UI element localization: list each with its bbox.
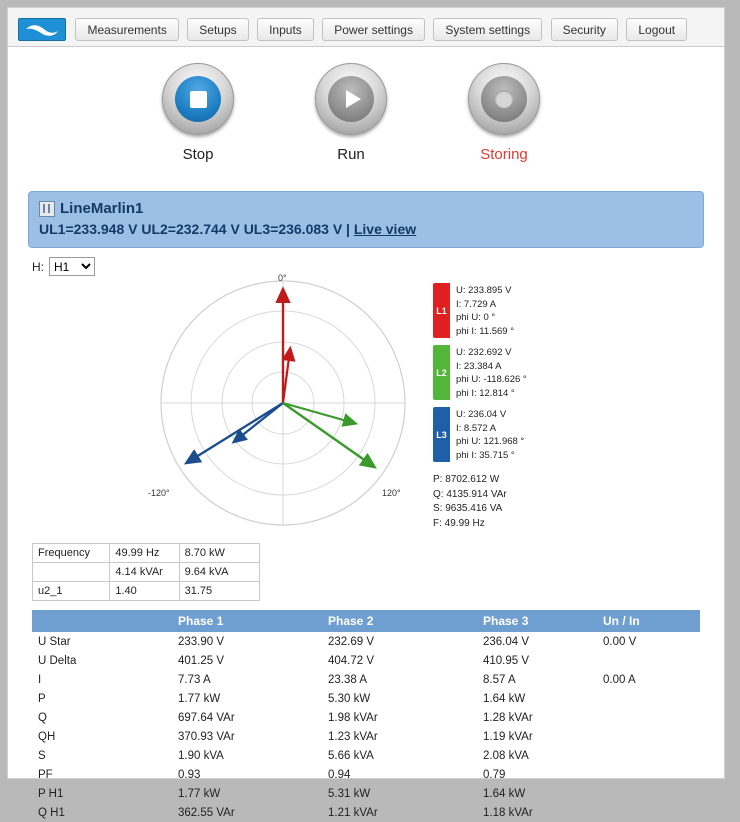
summary-label-u2-1: u2_1 — [33, 582, 110, 601]
axis-label-120deg: 120° — [382, 488, 401, 498]
cell-phase1: 401.25 V — [178, 654, 225, 667]
summary-apparent-value: 9.64 kVA — [179, 563, 259, 582]
cell-neutral — [597, 727, 700, 746]
cell-phase1: 1.77 kW — [178, 787, 221, 800]
legend-l1-i: I: 7.729 A — [456, 298, 497, 310]
legend-item-l3 — [433, 407, 633, 462]
row-label: S — [38, 749, 46, 762]
legend-item-l2 — [433, 345, 633, 400]
cell-neutral — [597, 765, 700, 784]
nav-item-security[interactable]: Security — [551, 18, 618, 41]
legend-l1-phii: phi I: 11.569 ° — [456, 325, 515, 337]
cell-phase2: 1.23 kVAr — [328, 730, 378, 743]
row-label: U Delta — [38, 654, 77, 667]
row-label: QH — [38, 730, 56, 743]
cell-phase2: 5.30 kW — [328, 692, 371, 705]
cell-phase2: 1.98 kVAr — [328, 711, 378, 724]
table-row — [32, 803, 700, 822]
cell-phase1: 697.64 VAr — [178, 711, 235, 724]
stop-button[interactable] — [123, 63, 273, 163]
total-f: F: 49.99 Hz — [433, 517, 485, 529]
row-label: P H1 — [38, 787, 64, 800]
cell-phase1: 0.93 — [178, 768, 201, 781]
run-knob[interactable] — [315, 63, 387, 135]
cell-phase1: 362.55 VAr — [178, 806, 235, 819]
power-totals — [433, 473, 507, 531]
cell-phase2: 404.72 V — [328, 654, 375, 667]
legend-values-l1 — [450, 283, 514, 338]
nav-item-logout[interactable]: Logout — [626, 18, 687, 41]
nav-item-inputs[interactable]: Inputs — [257, 18, 314, 41]
cell-phase3: 2.08 kVA — [483, 749, 529, 762]
legend-values-l2 — [450, 345, 527, 400]
run-label: Run — [337, 146, 365, 163]
nav-item-setups[interactable]: Setups — [187, 18, 248, 41]
table-row — [32, 765, 700, 784]
application-window — [7, 7, 725, 819]
stop-knob[interactable] — [162, 63, 234, 135]
nav-item-system-settings[interactable]: System settings — [433, 18, 542, 41]
legend-tag-l1: L1 — [433, 283, 450, 338]
table-row — [32, 727, 700, 746]
main-navigation — [8, 8, 724, 47]
row-label: Q H1 — [38, 806, 65, 819]
cell-phase2: 1.21 kVAr — [328, 806, 378, 819]
table-row — [32, 746, 700, 765]
cell-neutral — [597, 651, 700, 670]
cell-phase2: 0.94 — [328, 768, 351, 781]
table-row — [33, 563, 260, 582]
legend-item-l1 — [433, 283, 633, 338]
table-row — [32, 651, 700, 670]
device-banner — [28, 191, 704, 248]
play-triangle-icon — [328, 76, 374, 122]
run-button[interactable] — [276, 63, 426, 163]
legend-l3-u: U: 236.04 V — [456, 409, 507, 420]
cell-neutral: 0.00 A — [603, 673, 636, 686]
record-circle-icon — [481, 76, 527, 122]
total-p: P: 8702.612 W — [433, 474, 500, 485]
stop-square-icon — [175, 76, 221, 122]
total-s: S: 9635.416 VA — [433, 503, 503, 514]
cell-phase3: 410.95 V — [483, 654, 530, 667]
phasor-diagram-area — [8, 273, 724, 543]
bird-logo-icon[interactable] — [18, 18, 66, 41]
harmonic-select[interactable] — [49, 257, 95, 276]
summary-u2-1-second-value: 31.75 — [179, 582, 259, 601]
table-row — [32, 670, 700, 689]
cell-neutral — [597, 708, 700, 727]
storing-knob[interactable] — [468, 63, 540, 135]
col-header-quantity — [32, 610, 172, 632]
cell-neutral: 0.00 V — [603, 635, 637, 648]
col-header-phase3: Phase 3 — [477, 610, 597, 632]
harmonic-label: H: — [32, 259, 44, 274]
device-voltages: UL1=233.948 V UL2=232.744 V UL3=236.083 V | — [39, 221, 354, 237]
table-row — [32, 689, 700, 708]
row-label: P — [38, 692, 46, 705]
total-q: Q: 4135.914 VAr — [433, 488, 507, 500]
row-label: Q — [38, 711, 47, 724]
cell-phase3: 1.64 kW — [483, 692, 526, 705]
summary-table — [32, 543, 260, 601]
cell-phase3: 1.19 kVAr — [483, 730, 533, 743]
cell-phase1: 370.93 VAr — [178, 730, 235, 743]
legend-l3-i: I: 8.572 A — [456, 422, 497, 434]
col-header-phase2: Phase 2 — [322, 610, 477, 632]
legend-l2-i: I: 23.384 A — [456, 360, 502, 372]
legend-l2-phii: phi I: 12.814 ° — [456, 387, 515, 399]
table-row — [32, 708, 700, 727]
cell-neutral — [597, 689, 700, 708]
axis-label-minus120deg: -120° — [148, 488, 170, 498]
cell-phase3: 1.18 kVAr — [483, 806, 533, 819]
legend-l2-phiu: phi U: -118.626 ° — [456, 374, 527, 385]
col-header-phase1: Phase 1 — [172, 610, 322, 632]
cell-phase3: 8.57 A — [483, 673, 516, 686]
cell-neutral — [597, 746, 700, 765]
cell-neutral — [597, 803, 700, 822]
cell-phase1: 1.77 kW — [178, 692, 221, 705]
device-name: LineMarlin1 — [60, 200, 144, 217]
legend-l1-phiu: phi U: 0 ° — [456, 312, 496, 323]
summary-label-blank — [33, 563, 110, 582]
cell-phase3: 236.04 V — [483, 635, 530, 648]
device-banner-title-row — [39, 200, 693, 217]
summary-reactive-value: 4.14 kVAr — [110, 563, 179, 582]
cell-phase1: 233.90 V — [178, 635, 225, 648]
table-row — [32, 632, 700, 651]
table-row — [33, 544, 260, 563]
harmonic-selector-row — [32, 257, 724, 276]
cell-phase2: 23.38 A — [328, 673, 368, 686]
stop-label: Stop — [182, 146, 214, 163]
cell-neutral — [597, 784, 700, 803]
summary-u2-1-value: 1.40 — [110, 582, 179, 601]
nav-item-measurements[interactable]: Measurements — [75, 18, 178, 41]
cell-phase2: 232.69 V — [328, 635, 375, 648]
phasor-diagram — [158, 278, 408, 528]
measurements-table — [32, 610, 700, 822]
summary-frequency-value: 49.99 Hz — [110, 544, 179, 563]
cell-phase1: 7.73 A — [178, 673, 211, 686]
device-voltages-row — [39, 221, 693, 237]
row-label: I — [38, 673, 42, 686]
table-row — [32, 784, 700, 803]
storing-button[interactable] — [429, 63, 579, 163]
legend-l3-phii: phi I: 35.715 ° — [456, 449, 515, 461]
live-view-link[interactable]: Live view — [353, 221, 417, 237]
cell-phase2: 5.31 kW — [328, 787, 371, 800]
summary-label-frequency: Frequency — [33, 544, 110, 563]
legend-l3-phiu: phi U: 121.968 ° — [456, 436, 525, 447]
storing-label: Storing — [480, 146, 528, 163]
axis-label-0deg: 0° — [278, 273, 287, 283]
cell-phase3: 1.64 kW — [483, 787, 526, 800]
device-icon — [39, 201, 55, 217]
row-label: U Star — [38, 635, 71, 648]
summary-power-value: 8.70 kW — [179, 544, 259, 563]
cell-phase1: 1.90 kVA — [178, 749, 224, 762]
row-label: PF — [38, 768, 53, 781]
nav-item-power-settings[interactable]: Power settings — [322, 18, 425, 41]
table-header-row — [32, 610, 700, 632]
legend-values-l3 — [450, 407, 524, 462]
col-header-neutral: Un / In — [597, 610, 700, 632]
acquisition-controls — [8, 63, 724, 181]
legend-tag-l3: L3 — [433, 407, 450, 462]
phasor-legend — [433, 283, 633, 469]
table-row — [33, 582, 260, 601]
legend-l2-u: U: 232.692 V — [456, 347, 512, 358]
legend-tag-l2: L2 — [433, 345, 450, 400]
legend-l1-u: U: 233.895 V — [456, 285, 512, 296]
cell-phase3: 0.79 — [483, 768, 506, 781]
cell-phase2: 5.66 kVA — [328, 749, 374, 762]
cell-phase3: 1.28 kVAr — [483, 711, 533, 724]
